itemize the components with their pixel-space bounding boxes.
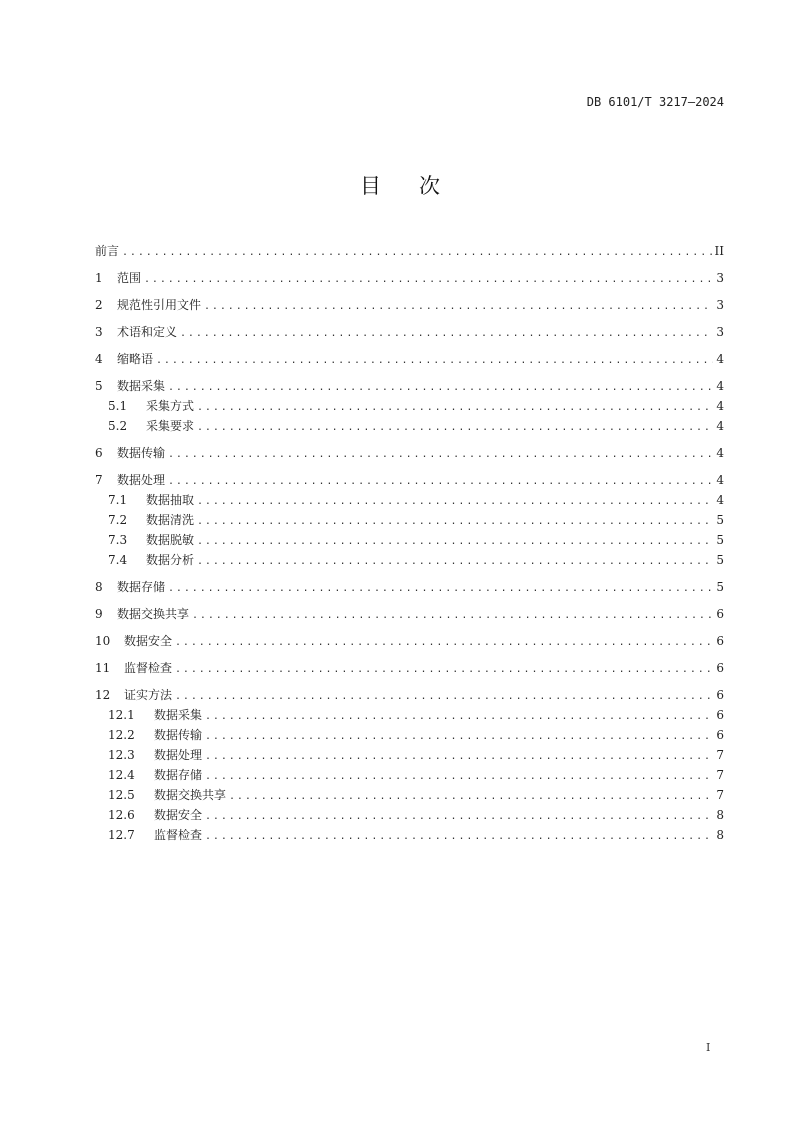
toc-entry-label: 数据分析: [146, 553, 195, 567]
toc-leader-dots: [229, 789, 713, 803]
toc-entry[interactable]: [95, 512, 724, 528]
toc-entry-page: 4: [716, 446, 724, 460]
toc-entry-page: 6: [716, 661, 724, 675]
toc-leader-dots: [168, 581, 713, 595]
toc-entry-page: 3: [716, 271, 724, 285]
toc-entry-page: 5: [716, 533, 724, 547]
toc-entry-number: 4: [95, 352, 103, 366]
toc-entry-page: 6: [716, 634, 724, 648]
toc-entry-page: 4: [716, 493, 724, 507]
toc-entry[interactable]: [95, 532, 724, 548]
toc-leader-dots: [180, 326, 713, 340]
toc-entry-label: 数据安全: [154, 808, 203, 822]
toc-entry-number: 12.1: [108, 708, 135, 722]
page-title: 目次: [360, 174, 478, 198]
toc-entry-page: 4: [716, 399, 724, 413]
toc-entry-label: 数据存储: [154, 768, 203, 782]
toc-entry[interactable]: [95, 492, 724, 508]
toc-entry[interactable]: [95, 378, 724, 394]
toc-entry-label: 监督检查: [124, 661, 173, 675]
toc-entry-label: 数据存储: [117, 580, 166, 594]
toc-entry-number: 5.1: [108, 399, 128, 413]
toc-entry-label: 数据处理: [154, 748, 203, 762]
toc-entry-page: 6: [716, 688, 724, 702]
page-number: I: [706, 1041, 711, 1054]
toc-leader-dots: [197, 554, 713, 568]
toc-leader-dots: [205, 729, 713, 743]
toc-entry-label: 数据传输: [117, 446, 166, 460]
toc-entry-label: 采集方式: [146, 399, 195, 413]
toc-entry-number: 1: [95, 271, 103, 285]
toc-entry-label: 数据采集: [117, 379, 166, 393]
toc-entry[interactable]: [95, 243, 724, 259]
toc-entry-label: 数据采集: [154, 708, 203, 722]
toc-entry-label: 数据清洗: [146, 513, 195, 527]
toc-leader-dots: [205, 829, 713, 843]
toc-leader-dots: [205, 749, 713, 763]
toc-entry-number: 2: [95, 298, 103, 312]
toc-entry-label: 监督检查: [154, 828, 203, 842]
toc-leader-dots: [122, 245, 712, 259]
toc-entry-label: 数据交换共享: [117, 607, 190, 621]
toc-leader-dots: [168, 447, 713, 461]
toc-entry-page: 3: [716, 298, 724, 312]
toc-entry-label: 数据脱敏: [146, 533, 195, 547]
toc-entry-label: 范围: [117, 271, 142, 285]
toc-leader-dots: [197, 494, 713, 508]
toc-leader-dots: [204, 299, 713, 313]
toc-leader-dots: [175, 662, 713, 676]
toc-entry[interactable]: [95, 552, 724, 568]
toc-entry-page: 7: [716, 768, 724, 782]
toc-entry-number: 12: [95, 688, 111, 702]
toc-leader-dots: [197, 420, 713, 434]
toc-entry[interactable]: [95, 418, 724, 434]
toc-entry-number: 11: [95, 661, 111, 675]
toc-entry-label: 前言: [95, 244, 120, 258]
toc-leader-dots: [175, 689, 713, 703]
toc-entry-number: 7: [95, 473, 103, 487]
toc-entry-label: 术语和定义: [117, 325, 178, 339]
toc-entry-number: 5.2: [108, 419, 128, 433]
toc-entry-number: 9: [95, 607, 103, 621]
toc-entry-label: 证实方法: [124, 688, 173, 702]
toc-entry-label: 采集要求: [146, 419, 195, 433]
toc-entry-number: 12.3: [108, 748, 135, 762]
toc-entry-page: 6: [716, 607, 724, 621]
toc-entry-page: 5: [716, 513, 724, 527]
toc-entry-page: 4: [716, 473, 724, 487]
toc-leader-dots: [205, 809, 713, 823]
toc-entry[interactable]: [95, 747, 724, 763]
toc-entry[interactable]: [95, 297, 724, 313]
toc-leader-dots: [197, 534, 713, 548]
toc-entry-number: 6: [95, 446, 103, 460]
toc-leader-dots: [175, 635, 713, 649]
toc-leader-dots: [192, 608, 713, 622]
toc-entry-number: 7.3: [108, 533, 128, 547]
toc-entry-page: 8: [716, 828, 724, 842]
toc-entry[interactable]: [95, 606, 724, 622]
toc-entry[interactable]: [95, 687, 724, 703]
toc-entry-label: 缩略语: [117, 352, 154, 366]
toc-entry[interactable]: [95, 324, 724, 340]
toc-leader-dots: [197, 400, 713, 414]
toc-entry-number: 8: [95, 580, 103, 594]
toc-entry-page: 4: [716, 419, 724, 433]
toc-entry-page: 8: [716, 808, 724, 822]
toc-entry[interactable]: [95, 787, 724, 803]
toc-entry[interactable]: [95, 807, 724, 823]
toc-entry[interactable]: [95, 633, 724, 649]
toc-entry[interactable]: [95, 270, 724, 286]
document-id: DB 6101/T 3217—2024: [586, 95, 724, 109]
toc-entry-number: 12.7: [108, 828, 135, 842]
toc-entry[interactable]: [95, 445, 724, 461]
toc-leader-dots: [168, 474, 713, 488]
toc-entry-page: 7: [716, 788, 724, 802]
toc-entry-label: 数据处理: [117, 473, 166, 487]
toc-entry-number: 12.5: [108, 788, 135, 802]
toc-entry[interactable]: [95, 472, 724, 488]
toc-entry-label: 规范性引用文件: [117, 298, 202, 312]
toc-entry-number: 12.4: [108, 768, 135, 782]
toc-entry-page: 3: [716, 325, 724, 339]
toc-leader-dots: [168, 380, 713, 394]
toc-entry[interactable]: [95, 827, 724, 843]
toc-leader-dots: [156, 353, 713, 367]
toc-entry-number: 7.2: [108, 513, 128, 527]
toc-entry[interactable]: [95, 579, 724, 595]
toc-leader-dots: [205, 709, 713, 723]
toc-entry[interactable]: [95, 660, 724, 676]
toc-entry-label: 数据安全: [124, 634, 173, 648]
toc-entry-page: 5: [716, 553, 724, 567]
toc-entry-number: 7.4: [108, 553, 128, 567]
toc-leader-dots: [197, 514, 713, 528]
toc-leader-dots: [205, 769, 713, 783]
toc-entry-page: 6: [716, 708, 724, 722]
toc-entry[interactable]: [95, 398, 724, 414]
toc-entry-number: 5: [95, 379, 103, 393]
toc-entry[interactable]: [95, 767, 724, 783]
toc-entry-page: 7: [716, 748, 724, 762]
table-of-contents: [95, 243, 724, 843]
toc-entry-number: 10: [95, 634, 111, 648]
toc-entry[interactable]: [95, 727, 724, 743]
toc-entry-label: 数据抽取: [146, 493, 195, 507]
toc-entry-label: 数据交换共享: [154, 788, 227, 802]
toc-entry-label: 数据传输: [154, 728, 203, 742]
toc-entry-page: 4: [716, 379, 724, 393]
toc-entry-number: 12.2: [108, 728, 135, 742]
toc-entry-page: II: [714, 244, 724, 258]
toc-entry-number: 12.6: [108, 808, 135, 822]
toc-entry-page: 4: [716, 352, 724, 366]
toc-entry-number: 7.1: [108, 493, 128, 507]
toc-entry-number: 3: [95, 325, 103, 339]
toc-entry-page: 5: [716, 580, 724, 594]
toc-entry[interactable]: [95, 351, 724, 367]
toc-leader-dots: [144, 272, 713, 286]
toc-entry-page: 6: [716, 728, 724, 742]
toc-entry[interactable]: [95, 707, 724, 723]
